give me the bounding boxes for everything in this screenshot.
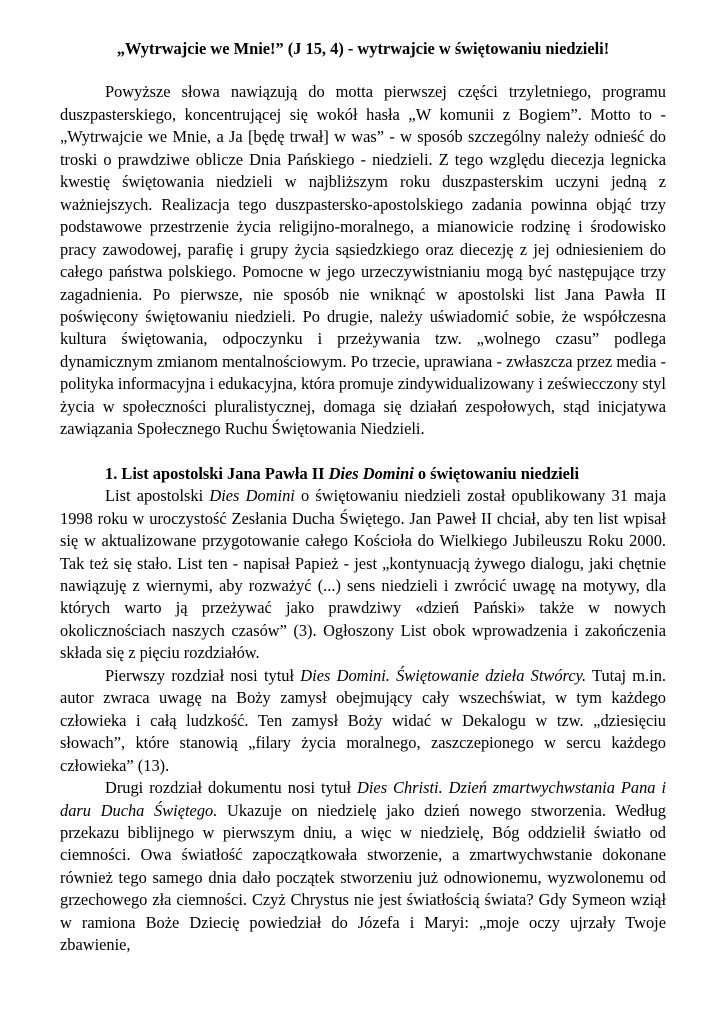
paragraph-italic-title: Dies Domini	[209, 486, 295, 506]
spacer	[60, 441, 666, 463]
section-paragraph-1	[60, 485, 666, 665]
section-heading-italic: Dies Domini	[328, 463, 414, 483]
paragraph-text: List apostolski	[105, 486, 210, 506]
paragraph-italic-title: Dies Christi. Dzień zmartwychwstania Pana i daru Ducha Świętego.	[60, 778, 667, 820]
section-heading-prefix: 1. List apostolski Jana Pawła II	[105, 463, 329, 483]
document-page	[60, 38, 666, 957]
spacer	[60, 60, 666, 81]
paragraph-text: Ukazuje on niedzielę jako dzień nowego stworzenia. Według przekazu biblijnego w pierwszym dniu, a więc w niedzielę, Bóg oddzielił światło od ciemności. Owa światłość zapoczątkowała stworzenie, a zmartwychwstanie dokonane również tego samego dnia dało początek stworzeniu już odnowionemu, wyzwolonemu od grzechowego zła ciemności. Czyż Chrystus nie jest światłością świata? Gdy Symeon wziął w ramiona Boże Dziecię powiedział do Józefa i Maryi: „moje oczy ujrzały Twoje zbawienie,	[60, 800, 666, 955]
intro-paragraph: Powyższe słowa nawiązują do motta pierwszej części trzyletniego, programu duszpasterskiego, koncentrującej się wokół hasła „W komunii z Bogiem”. Motto to -„Wytrwajcie we Mnie, a Ja [będę trwał] w was” - w sposób szczególny należy odnieść do troski o prawdziwe oblicze Dnia Pańskiego - niedzieli. Z tego względu diecezja legnicka kwestię świętowania niedzieli w najbliższym roku duszpasterskim uczyni jedną z ważniejszych. Realizacja tego duszpastersko-apostolskiego zadania powinna objąć trzy podstawowe przestrzenie życia religijno-moralnego, a mianowicie rodzinę i środowisko pracy zawodowej, parafię i grupy życia sąsiedzkiego oraz diecezję z jej odniesieniem do całego państwa polskiego. Pomocne w jego urzeczywistnianiu mogą być następujące trzy zagadnienia. Po pierwsze, nie sposób nie wniknąć w apostolski list Jana Pawła II poświęcony świętowaniu niedzieli. Po drugie, należy uświadomić sobie, że współczesna kultura świętowania, odpoczynku i przeżywania tzw. „wolnego czasu” podlega dynamicznym zmianom mentalnościowym. Po trzecie, uprawiana - zwłaszcza przez media - polityka informacyjna i edukacyjna, która promuje zindywidualizowany i zeświecczony styl życia w społeczności pluralistycznej, domaga się działań zespołowych, stąd inicjatywa zawiązania Społecznego Ruchu Świętowania Niedzieli.	[60, 82, 666, 439]
paragraph-text: Pierwszy rozdział nosi tytuł	[105, 665, 301, 685]
section-paragraph-2	[60, 665, 666, 777]
paragraph-text: Drugi rozdział dokumentu nosi tytuł	[105, 778, 358, 798]
section-paragraph-3	[60, 777, 666, 957]
paragraph-text: Tutaj m.in. autor zwraca uwagę na Boży zamysł obejmujący cały wszechświat, w tym każdego człowieka i całą ludzkość. Ten zamysł Boży widać w Dekalogu w tzw. „dziesięciu słowach”, które stanowią „filary życia moralnego, zaszczepionego w sercu każdego człowieka” (13).	[60, 665, 666, 775]
section-heading	[60, 463, 666, 485]
paragraph-italic-title: Dies Domini. Świętowanie dzieła Stwórcy.	[300, 665, 587, 685]
section-heading-suffix: o świętowaniu niedzieli	[413, 463, 580, 483]
paragraph-text: o świętowaniu niedzieli został opublikowany 31 maja 1998 roku w uroczystość Zesłania Ducha Świętego. Jan Paweł II chciał, aby ten list wpisał się w aktualizowane przygotowanie całego Kościoła do Wielkiego Jubileuszu Roku 2000. Tak też się stało. List ten - napisał Papież - jest „kontynuacją żywego dialogu, jaki chętnie nawiązuję z wiernymi, aby rozważyć (...) sens niedzieli i zwrócić uwagę na motywy, dla których warto ją przeżywać jako prawdziwy «dzień Pański» także w nowych okolicznościach naszych czasów” (3). Ogłoszony List obok wprowadzenia i zakończenia składa się z pięciu rozdziałów.	[60, 486, 666, 663]
document-title: „Wytrwajcie we Mnie!” (J 15, 4) - wytrwajcie w świętowaniu niedzieli!	[116, 39, 610, 58]
